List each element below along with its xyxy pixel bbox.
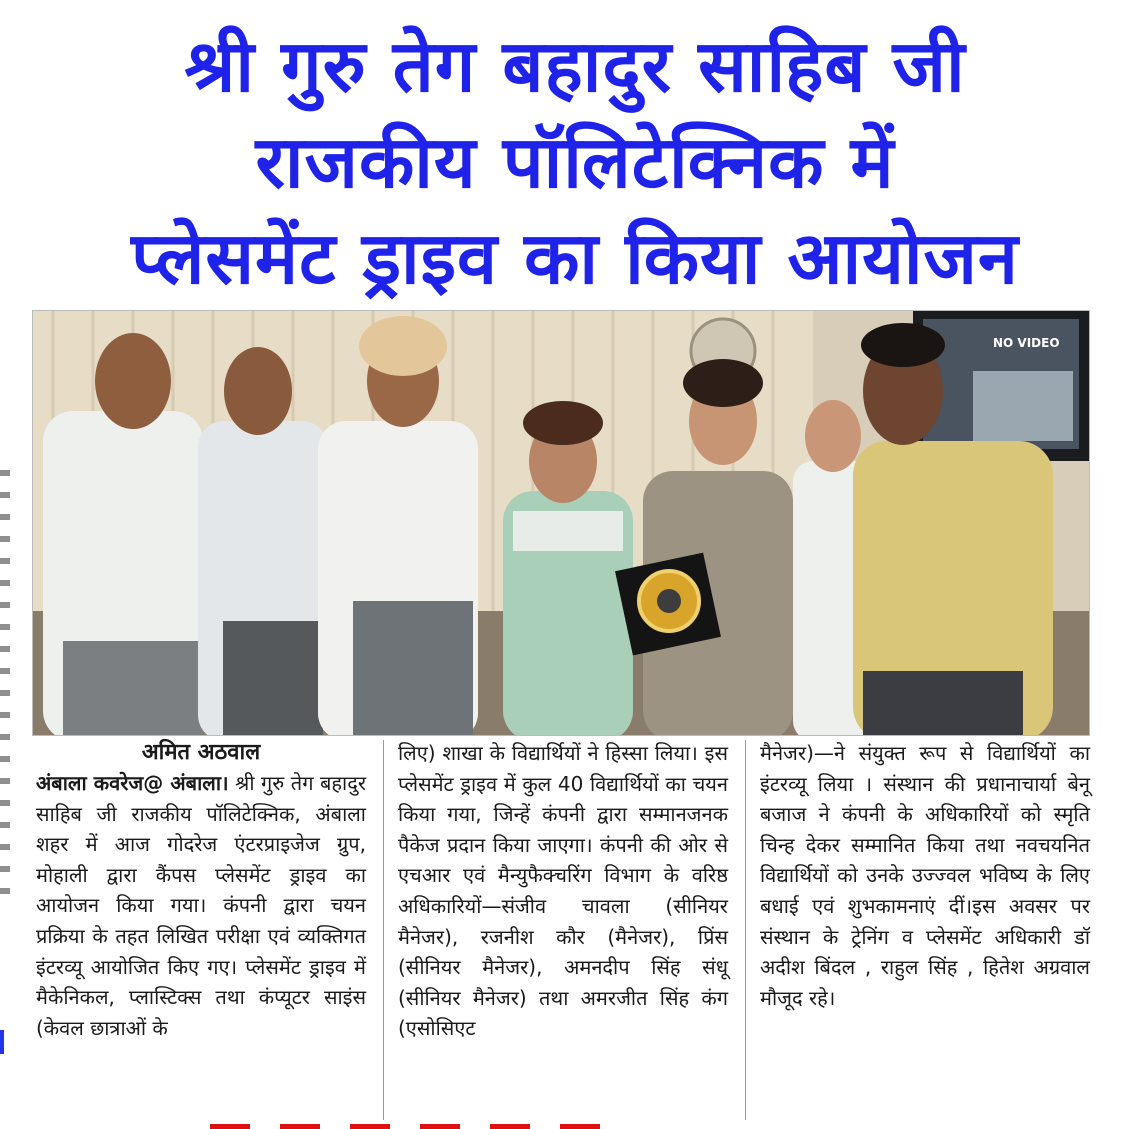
next-article-edge (210, 1124, 630, 1129)
adjacent-column-mark (0, 1030, 4, 1054)
article-lead: अंबाला कवरेज@ अंबाला। (36, 771, 229, 795)
article-column-3 (760, 738, 1090, 1013)
headline (30, 18, 1120, 306)
tv-screen-label: NO VIDEO (993, 336, 1060, 350)
article-column-1-body: श्री गुरु तेग बहादुर साहिब जी राजकीय पॉलिटेक्निक, अंबाला शहर में आज गोदरेज एंटरप्राइजेज ग्रुप, मोहाली द्वारा कैंपस प्लेसमेंट ड्राइव का आयोजन किया गया। कंपनी द्वारा चयन प्रक्रिया के तहत लिखित परीक्षा एवं व्यक्तिगत इंटरव्यू आयोजित किए गए। प्लेसमेंट ड्राइव में मैकेनिकल, प्लास्टिक्स तथा कंप्यूटर साइंस (केवल छात्राओं के (36, 771, 367, 1040)
adjacent-column-edge (0, 470, 10, 900)
news-photo (32, 310, 1090, 736)
article-column-1 (36, 768, 366, 1043)
headline-line-1: श्री गुरु तेग बहादुर साहिब जी (184, 24, 966, 108)
column-rule-1 (383, 740, 384, 1120)
article-column-2 (398, 738, 728, 1044)
article-column-3-text: मैनेजर)—ने संयुक्त रूप से विद्यार्थियों का इंटरव्यू लिया । संस्थान की प्रधानाचार्या बेनू बजाज ने कंपनी के अधिकारियों को स्मृति चिन्ह देकर सम्मानित किया तथा नवचयनित विद्यार्थियों को उनके उज्ज्वल भविष्य के लिए बधाई एवं शुभकामनाएं दीं।इस अवसर पर संस्थान के ट्रेनिंग व प्लेसमेंट अधिकारी डॉ अदीश बिंदल , राहुल सिंह , हितेश अग्रवाल मौजूद रहे। (760, 741, 1090, 1010)
headline-line-2: राजकीय पॉलिटेक्निक में (255, 120, 895, 204)
article-column-1-text (36, 768, 366, 1043)
headline-line-3: प्लेसमेंट ड्राइव का किया आयोजन (131, 216, 1019, 300)
column-rule-2 (745, 740, 746, 1120)
byline: अमित अठवाल (141, 740, 261, 765)
memento-plaque (615, 553, 721, 656)
article-column-2-text: लिए) शाखा के विद्यार्थियों ने हिस्सा लिया। इस प्लेसमेंट ड्राइव में कुल 40 विद्यार्थियों का चयन किया गया, जिन्हें कंपनी द्वारा सम्मानजनक पैकेज प्रदान किया जाएगा। कंपनी की ओर से एचआर एवं मैन्युफैक्चरिंग विभाग के वरिष्ठ अधिकारियों—संजीव चावला (सीनियर मैनेजर), रजनीश कौर (मैनेजर), प्रिंस (सीनियर मैनेजर), अमनदीप सिंह संधू (सीनियर मैनेजर) तथा अमरजीत सिंह कंग (एसोसिएट (398, 741, 728, 1041)
news-photo-illustration (33, 311, 1089, 735)
